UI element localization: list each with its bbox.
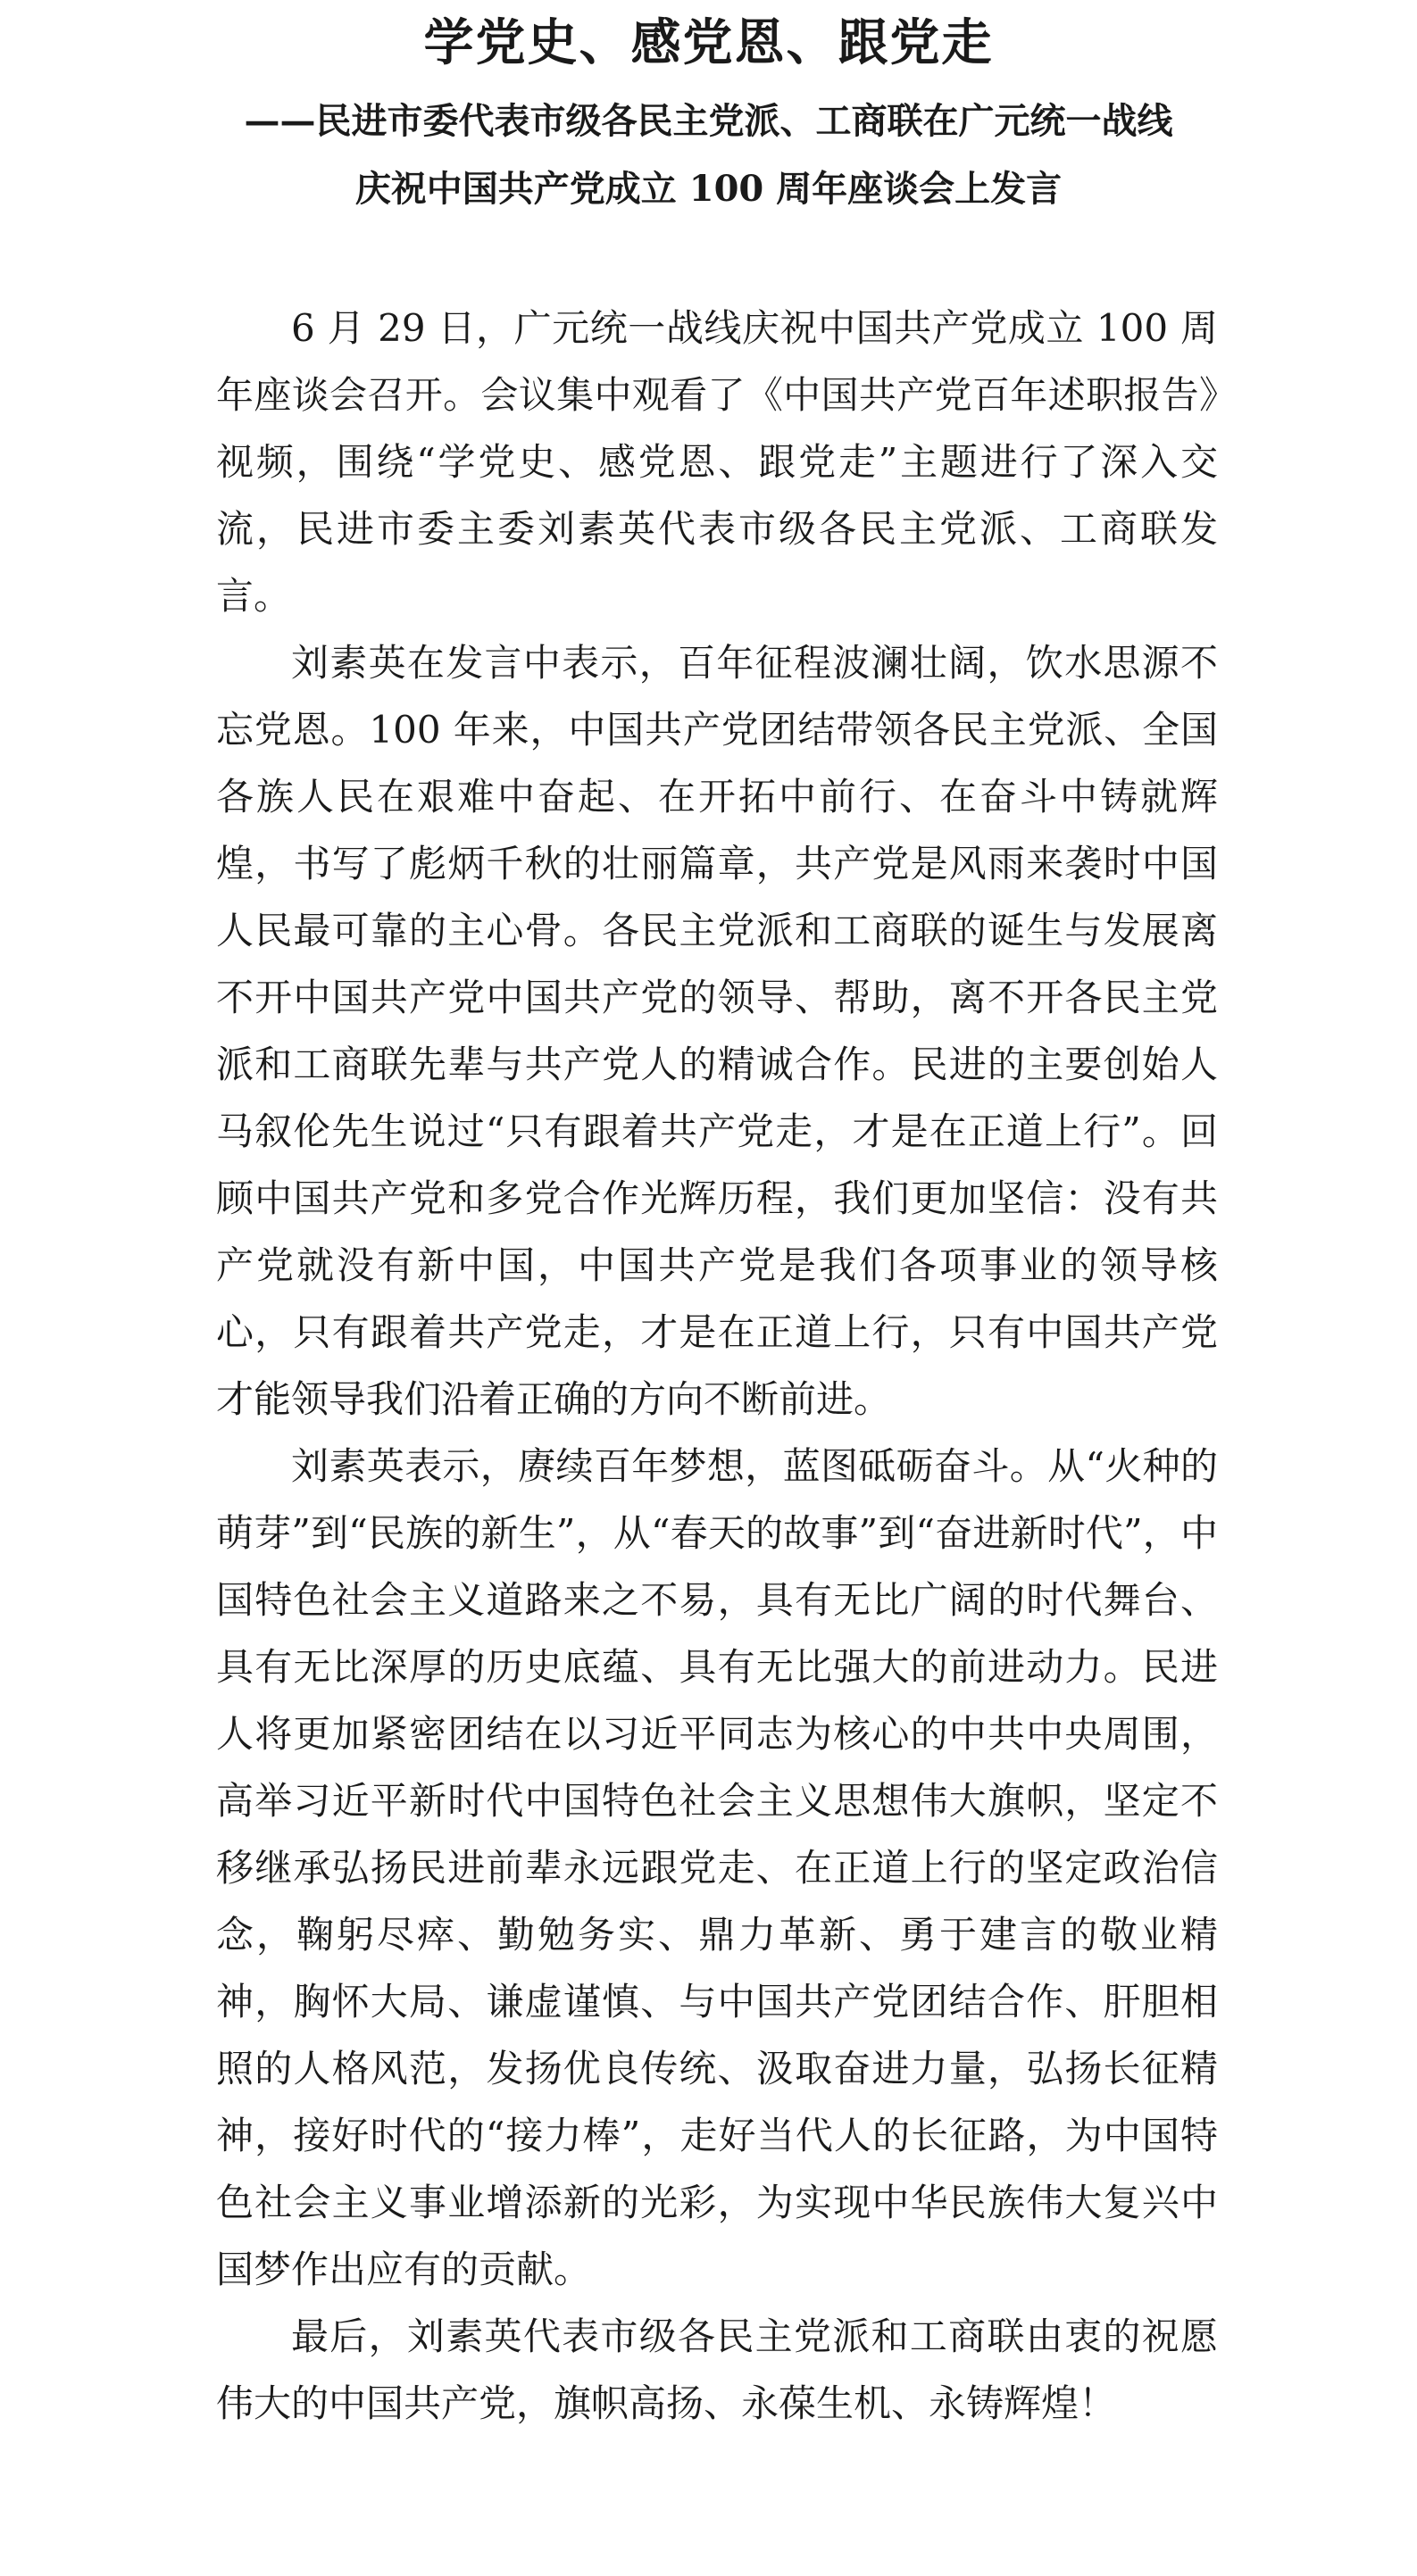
paragraph-4: 最后，刘素英代表市级各民主党派和工商联由衷的祝愿伟大的中国共产党，旗帜高扬、永葆生机、永铸辉煌！ bbox=[216, 2314, 1218, 2425]
paragraph-3: 刘素英表示，赓续百年梦想，蓝图砥砺奋斗。从“火种的萌芽”到“民族的新生”，从“春天的故事”到“奋进新时代”，中国特色社会主义道路来之不易，具有无比广阔的时代舞台、具有无比深厚的历史底蕴、具有无比强大的前进动力。民进人将更加紧密团结在以习近平同志为核心的中共中央周围，高举习近平新时代中国特色社会主义思想伟大旗帜，坚定不移继承弘扬民进前辈永远跟党走、在正道上行的坚定政治信念，鞠躬尽瘁、勤勉务实、鼎力革新、勇于建言的敬业精神，胸怀大局、谦虚谨慎、与中国共产党团结合作、肝胆相照的人格风范，发扬优良传统、汲取奋进力量，弘扬长征精神，接好时代的“接力棒”，走好当代人的长征路，为中国特色社会主义事业增添新的光彩，为实现中华民族伟大复兴中国梦作出应有的贡献。 bbox=[216, 1444, 1218, 2291]
article-body bbox=[216, 295, 1218, 2437]
article-subtitle-line2: 庆祝中国共产党成立 100 周年座谈会上发言 bbox=[354, 168, 1063, 210]
article-subtitle-line1: ——民进市委代表市级各民主党派、工商联在广元统一战线 bbox=[244, 100, 1173, 142]
paragraph-2: 刘素英在发言中表示，百年征程波澜壮阔，饮水思源不忘党恩。100 年来，中国共产党团结带领各民主党派、全国各族人民在艰难中奋起、在开拓中前行、在奋斗中铸就辉煌，书写了彪炳千秋的壮丽篇章，共产党是风雨来袭时中国人民最可靠的主心骨。各民主党派和工商联的诞生与发展离不开中国共产党中国共产党的领导、帮助，离不开各民主党派和工商联先辈与共产党人的精诚合作。民进的主要创始人马叙伦先生说过“只有跟着共产党走，才是在正道上行”。回顾中国共产党和多党合作光辉历程，我们更加坚信：没有共产党就没有新中国，中国共产党是我们各项事业的领导核心，只有跟着共产党走，才是在正道上行，只有中国共产党才能领导我们沿着正确的方向不断前进。 bbox=[216, 641, 1218, 1421]
paragraph-1: 6 月 29 日，广元统一战线庆祝中国共产党成立 100 周年座谈会召开。会议集中观看了《中国共产党百年述职报告》视频，围绕“学党史、感党恩、跟党走”主题进行了深入交流，民进市委主委刘素英代表市级各民主党派、工商联发言。 bbox=[216, 306, 1218, 618]
article-title: 学党史、感党恩、跟党走 bbox=[423, 13, 994, 72]
